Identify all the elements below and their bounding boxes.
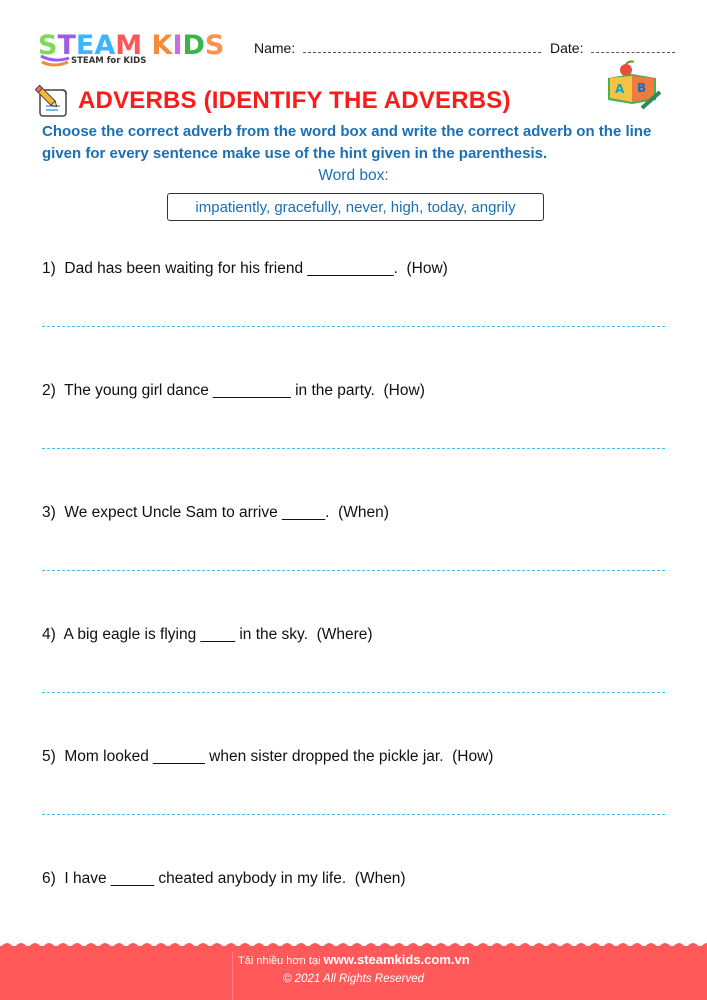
answer-line-2[interactable] — [42, 448, 665, 449]
logo-letter: A — [94, 30, 116, 61]
question-4: 4) A big eagle is flying ____ in the sky. (Where) — [42, 626, 373, 643]
question-5: 5) Mom looked ______ when sister dropped the pickle jar. (How) — [42, 748, 494, 765]
svg-text:B: B — [637, 81, 647, 95]
page-title: ADVERBS (IDENTIFY THE ADVERBS) — [78, 87, 511, 114]
question-6: 6) I have _____ cheated anybody in my life. (When) — [42, 870, 406, 887]
logo-letter: I — [172, 30, 183, 61]
question-3: 3) We expect Uncle Sam to arrive _____. (When) — [42, 504, 389, 521]
footer-divider — [232, 952, 233, 1000]
steam-kids-logo — [38, 32, 238, 72]
svg-text:A: A — [615, 82, 625, 96]
question-2: 2) The young girl dance _________ in the party. (How) — [42, 382, 425, 399]
title-row — [34, 84, 511, 118]
word-box-label: Word box: — [318, 167, 389, 184]
answer-line-5[interactable] — [42, 814, 665, 815]
answer-line-3[interactable] — [42, 570, 665, 571]
logo-letter: E — [75, 30, 95, 61]
answer-line-1[interactable] — [42, 326, 665, 327]
name-line[interactable] — [303, 40, 541, 53]
footer-copyright: © 2021 All Rights Reserved — [283, 973, 425, 985]
date-line[interactable] — [591, 40, 675, 53]
abc-book-icon — [604, 60, 664, 110]
logo-letter: S — [38, 30, 58, 61]
footer-website-link[interactable]: www.steamkids.com.vn — [323, 952, 470, 967]
date-label: Date: — [550, 40, 584, 56]
logo-letter: S — [204, 30, 225, 61]
question-1: 1) Dad has been waiting for his friend __________. (How) — [42, 260, 448, 277]
logo-subtitle: STEAM for KIDS — [71, 56, 147, 66]
logo-letter: T — [57, 30, 76, 61]
footer-download-prefix: Tải nhiều hơn tại — [238, 955, 324, 967]
logo-letter: K — [151, 30, 173, 61]
logo-letter: D — [182, 30, 205, 61]
logo-swoosh-icon — [40, 54, 70, 68]
word-box-words: impatiently, gracefully, never, high, today, angrily — [195, 198, 516, 216]
date-field[interactable] — [550, 40, 675, 56]
footer-download-text — [238, 952, 470, 967]
name-label: Name: — [254, 40, 296, 56]
instructions: Choose the correct adverb from the word box and write the correct adverb on the line given for every sentence make use of the hint given in the parenthesis. — [42, 123, 652, 162]
logo-letter: M — [115, 30, 143, 61]
answer-line-4[interactable] — [42, 692, 665, 693]
word-box — [167, 193, 544, 221]
pencil-paper-icon — [34, 84, 70, 118]
name-field[interactable] — [254, 40, 541, 56]
